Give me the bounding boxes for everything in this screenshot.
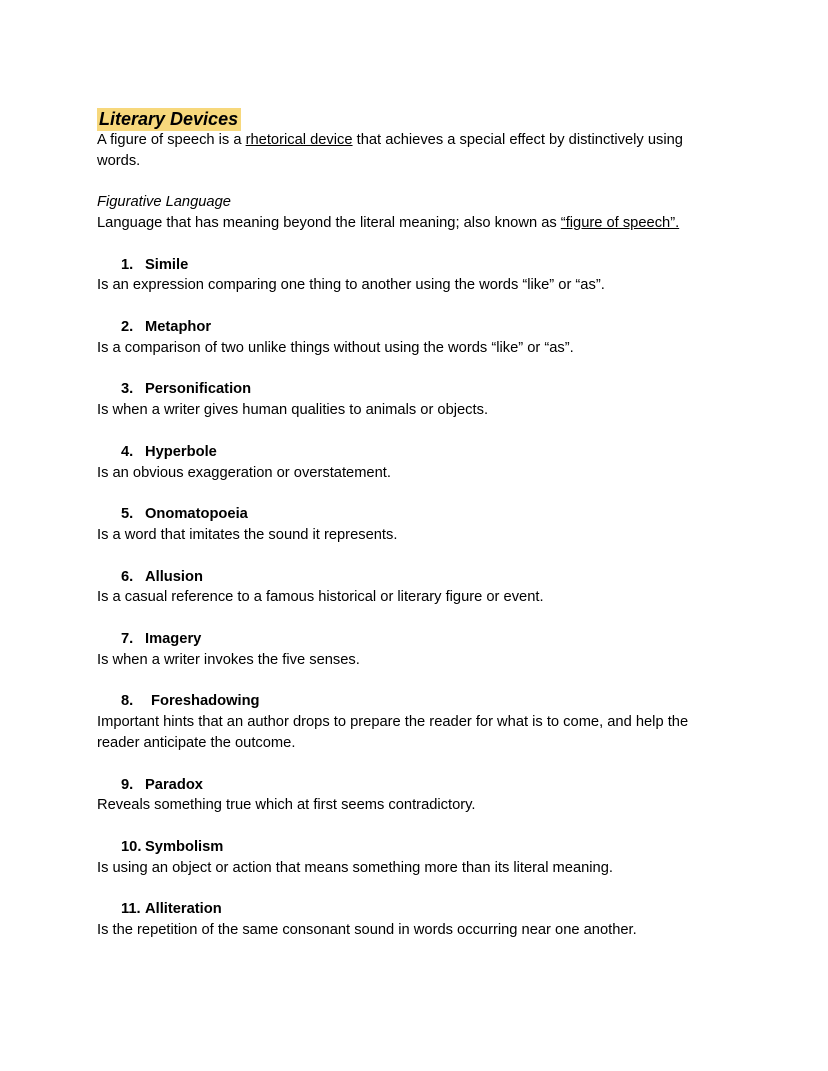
- item-heading: [97, 775, 721, 796]
- list-item-metaphor: [97, 317, 721, 359]
- title-line: [97, 109, 721, 130]
- item-number: 8.: [121, 693, 134, 710]
- item-heading: [97, 837, 721, 858]
- item-number: 3.: [121, 381, 134, 398]
- item-number: 1.: [121, 256, 134, 273]
- item-heading: [97, 899, 721, 920]
- subheading-figurative-language: Figurative Language: [97, 194, 231, 211]
- list-item-personification: [97, 379, 721, 421]
- item-number: 2.: [121, 318, 134, 335]
- item-definition: Is the repetition of the same consonant sound in words occurring near one another.: [97, 922, 637, 939]
- literary-devices-list: [97, 255, 721, 941]
- item-heading: [97, 629, 721, 650]
- item-number: 11.: [121, 901, 141, 918]
- item-term: Foreshadowing: [151, 693, 260, 710]
- intro-text-before: A figure of speech is a: [97, 131, 246, 148]
- item-heading: [97, 379, 721, 400]
- list-item-onomatopoeia: [97, 504, 721, 546]
- item-term: Personification: [145, 381, 252, 398]
- item-term: Allusion: [145, 568, 203, 585]
- list-item-hyperbole: [97, 442, 721, 484]
- underlined-phrase-figure-of-speech: “figure of speech”.: [560, 214, 680, 231]
- item-heading: [97, 691, 721, 712]
- list-item-imagery: [97, 629, 721, 671]
- underlined-phrase-rhetorical-device: rhetorical device: [245, 131, 353, 148]
- list-item-alliteration: [97, 899, 721, 941]
- item-definition: Is an expression comparing one thing to another using the words “like” or “as”.: [97, 277, 605, 294]
- item-term: Imagery: [145, 630, 202, 647]
- item-heading: [97, 255, 721, 276]
- item-term: Hyperbole: [145, 443, 217, 460]
- list-item-paradox: [97, 775, 721, 817]
- item-number: 6.: [121, 568, 134, 585]
- item-definition: Is a word that imitates the sound it represents.: [97, 526, 398, 543]
- item-term: Simile: [145, 256, 189, 273]
- list-item-symbolism: [97, 837, 721, 879]
- item-term: Alliteration: [145, 901, 222, 918]
- list-item-allusion: [97, 567, 721, 609]
- intro-text-after: that achieves a special effect by distinctively using words.: [97, 131, 683, 169]
- item-heading: [97, 504, 721, 525]
- item-definition: Is using an object or action that means something more than its literal meaning.: [97, 859, 613, 876]
- item-definition: Is when a writer invokes the five senses.: [97, 651, 360, 668]
- item-heading: [97, 442, 721, 463]
- item-number: 4.: [121, 443, 134, 460]
- item-definition: Is when a writer gives human qualities to animals or objects.: [97, 402, 489, 419]
- item-heading: [97, 567, 721, 588]
- page-title: Literary Devices: [97, 108, 241, 131]
- item-number: 5.: [121, 506, 134, 523]
- item-definition: Reveals something true which at first seems contradictory.: [97, 797, 476, 814]
- item-definition: Important hints that an author drops to prepare the reader for what is to come, and help the reader anticipate the outcome.: [97, 714, 689, 751]
- item-term: Metaphor: [145, 318, 212, 335]
- item-term: Onomatopoeia: [145, 506, 248, 523]
- intro-paragraph: [97, 130, 721, 172]
- item-term: Paradox: [145, 776, 203, 793]
- item-number: 10.: [121, 838, 142, 855]
- item-number: 7.: [121, 630, 134, 647]
- list-item-foreshadowing: [97, 691, 721, 753]
- figurative-language-definition: [97, 213, 721, 234]
- item-definition: Is an obvious exaggeration or overstatement.: [97, 464, 391, 481]
- item-definition: Is a casual reference to a famous historical or literary figure or event.: [97, 589, 544, 606]
- document-content: [97, 109, 721, 941]
- item-heading: [97, 317, 721, 338]
- item-definition: Is a comparison of two unlike things without using the words “like” or “as”.: [97, 339, 574, 356]
- list-item-simile: [97, 255, 721, 297]
- figurative-text-before: Language that has meaning beyond the literal meaning; also known as: [97, 214, 561, 231]
- item-term: Symbolism: [145, 838, 224, 855]
- item-number: 9.: [121, 776, 134, 793]
